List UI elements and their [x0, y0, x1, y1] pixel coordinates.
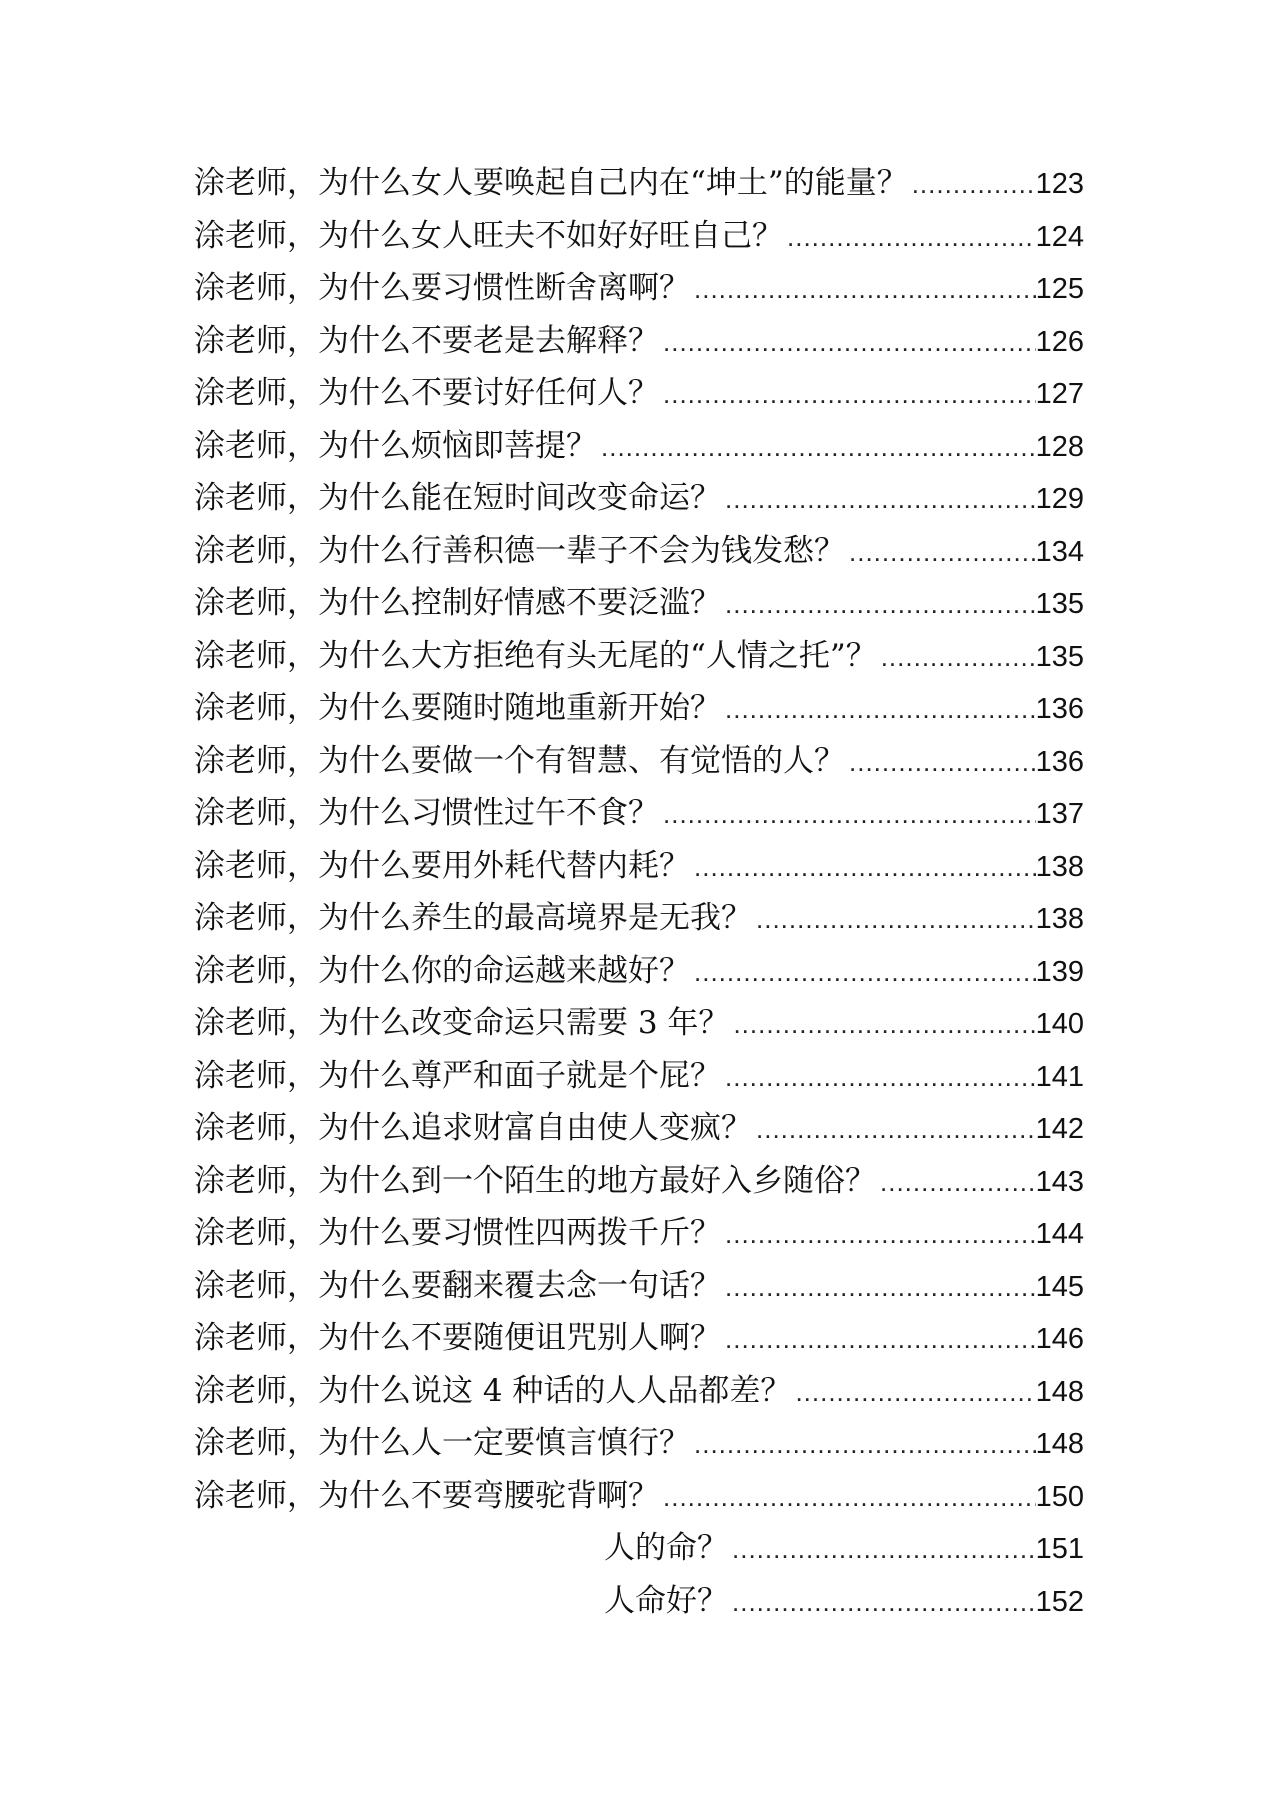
toc-entry[interactable] [194, 630, 1084, 683]
toc-entry-title: 涂老师，为什么习惯性过午不食？ [194, 795, 659, 831]
toc-entry-page-number: 127 [1035, 378, 1084, 410]
toc-entry[interactable] [194, 1102, 1084, 1155]
toc-entry-page-number: 136 [1035, 693, 1084, 725]
toc-dot-leader [659, 788, 1036, 841]
toc-dot-leader [659, 368, 1036, 421]
toc-entry-title: 涂老师，为什么行善积德一辈子不会为钱发愁？ [194, 532, 845, 569]
toc-entry[interactable] [194, 367, 1084, 420]
toc-entry[interactable] [194, 577, 1084, 630]
toc-dot-leader [690, 946, 1036, 999]
toc-dot-leader [721, 1313, 1036, 1366]
toc-entry[interactable] [194, 157, 1084, 210]
toc-entry-title: 人命好？ [604, 1582, 728, 1619]
toc-entry-page-number: 126 [1035, 325, 1084, 358]
toc-entry-page-number: 148 [1035, 1428, 1084, 1460]
toc-entry-page-number: 129 [1035, 483, 1084, 515]
toc-entry-title: 涂老师，为什么要习惯性断舍离啊？ [194, 270, 690, 306]
toc-entry[interactable] [194, 315, 1084, 368]
toc-entry-title: 涂老师，为什么要随时随地重新开始？ [194, 690, 721, 726]
toc-dot-leader [728, 1576, 1036, 1629]
toc-dot-leader [783, 211, 1036, 264]
toc-entry-page-number: 141 [1035, 1060, 1084, 1093]
toc-entry[interactable] [194, 1260, 1084, 1313]
toc-dot-leader [721, 1208, 1036, 1261]
toc-entry-title: 涂老师，为什么能在短时间改变命运？ [194, 480, 721, 516]
toc-entry[interactable] [194, 1050, 1084, 1103]
toc-entry-page-number: 140 [1035, 1008, 1084, 1040]
toc-entry-page-number: 146 [1035, 1323, 1084, 1355]
toc-entry[interactable] [194, 787, 1084, 840]
toc-entry[interactable] [194, 525, 1084, 578]
toc-entry-title: 涂老师，为什么你的命运越来越好？ [194, 952, 690, 989]
toc-entry-page-number: 135 [1035, 640, 1084, 673]
toc-entry-page-number: 151 [1035, 1533, 1084, 1565]
toc-entry-title: 人的命？ [604, 1530, 728, 1566]
toc-entry-title: 涂老师，为什么尊严和面子就是个屁？ [194, 1057, 721, 1094]
toc-dot-leader [659, 1471, 1036, 1524]
toc-entry-page-number: 150 [1035, 1480, 1084, 1513]
toc-entry[interactable] [194, 945, 1084, 998]
toc-entry-page-number: 138 [1035, 903, 1084, 935]
toc-dot-leader [690, 841, 1036, 894]
toc-entry-title: 涂老师，为什么大方拒绝有头无尾的“人情之托”？ [194, 637, 877, 674]
toc-entry-page-number: 144 [1035, 1218, 1084, 1250]
toc-entry[interactable] [194, 1207, 1084, 1260]
toc-entry-title: 涂老师，为什么不要讨好任何人？ [194, 375, 659, 411]
toc-entry-title: 涂老师，为什么控制好情感不要泛滥？ [194, 585, 721, 621]
toc-entry-title: 涂老师，为什么追求财富自由使人变疯？ [194, 1110, 752, 1146]
toc-entry-title: 涂老师，为什么要用外耗代替内耗？ [194, 847, 690, 884]
toc-entry-title: 涂老师，为什么要习惯性四两拨千斤？ [194, 1215, 721, 1251]
toc-dot-leader [721, 578, 1036, 631]
toc-entry[interactable] [194, 892, 1084, 945]
toc-entry-title: 涂老师，为什么烦恼即菩提？ [194, 427, 597, 464]
toc-entry-title: 涂老师，为什么到一个陌生的地方最好入乡随俗？ [194, 1162, 876, 1199]
toc-entry[interactable] [194, 1155, 1084, 1208]
toc-entry[interactable] [194, 472, 1084, 525]
toc-entry[interactable] [194, 1312, 1084, 1365]
toc-entry-page-number: 152 [1035, 1585, 1084, 1618]
toc-entry[interactable] [194, 1365, 1084, 1418]
toc-entry-title: 涂老师，为什么不要弯腰驼背啊？ [194, 1477, 659, 1514]
toc-dot-leader [690, 263, 1036, 316]
toc-dot-leader [791, 1366, 1035, 1419]
toc-entry-page-number: 139 [1035, 955, 1084, 988]
toc-entry[interactable] [194, 262, 1084, 315]
toc-entry-page-number: 125 [1035, 273, 1084, 305]
toc-dot-leader [908, 158, 1036, 211]
toc-dot-leader [659, 316, 1036, 369]
toc-entry-title: 涂老师，为什么要翻来覆去念一句话？ [194, 1267, 721, 1304]
toc-entry[interactable] [194, 682, 1084, 735]
toc-dot-leader [721, 1261, 1036, 1314]
toc-entry-title: 涂老师，为什么不要随便诅咒别人啊？ [194, 1320, 721, 1356]
toc-entry-page-number: 148 [1035, 1375, 1084, 1408]
toc-entry-page-number: 143 [1035, 1165, 1084, 1198]
toc-entry-title: 涂老师，为什么女人旺夫不如好好旺自己？ [194, 217, 783, 254]
toc-entry-page-number: 124 [1035, 220, 1084, 253]
toc-entry[interactable] [194, 1522, 1084, 1575]
toc-dot-leader [721, 1051, 1036, 1104]
toc-entry-page-number: 137 [1035, 798, 1084, 830]
toc-entry[interactable] [194, 1575, 1084, 1628]
toc-entry-title: 涂老师，为什么改变命运只需要 3 年？ [194, 1005, 730, 1041]
toc-dot-leader [752, 893, 1036, 946]
toc-dot-leader [877, 631, 1036, 684]
toc-entry-page-number: 134 [1035, 535, 1084, 568]
toc-entry[interactable] [194, 840, 1084, 893]
toc-dot-leader [729, 998, 1035, 1051]
toc-dot-leader [721, 683, 1036, 736]
toc-dot-leader [728, 1523, 1036, 1576]
toc-entry[interactable] [194, 735, 1084, 788]
toc-dot-leader [752, 1103, 1036, 1156]
toc-entry-title: 涂老师，为什么不要老是去解释？ [194, 322, 659, 359]
toc-dot-leader [597, 421, 1036, 474]
toc-entry-page-number: 135 [1035, 588, 1084, 620]
toc-entry[interactable] [194, 1470, 1084, 1523]
toc-entry-title: 涂老师，为什么要做一个有智慧、有觉悟的人？ [194, 742, 845, 779]
toc-entry-title: 涂老师，为什么女人要唤起自己内在“坤土”的能量？ [194, 165, 908, 201]
toc-dot-leader [845, 736, 1036, 789]
toc-entry-page-number: 138 [1035, 850, 1084, 883]
toc-entry-title: 涂老师，为什么人一定要慎言慎行？ [194, 1425, 690, 1461]
toc-dot-leader [721, 473, 1036, 526]
toc-entry[interactable] [194, 997, 1084, 1050]
table-of-contents [194, 157, 1084, 1627]
toc-dot-leader [690, 1418, 1036, 1471]
toc-dot-leader [876, 1156, 1036, 1209]
toc-entry-title: 涂老师，为什么说这 4 种话的人人品都差？ [194, 1372, 792, 1409]
toc-entry-page-number: 128 [1035, 430, 1084, 463]
toc-entry[interactable] [194, 1417, 1084, 1470]
toc-entry-page-number: 136 [1035, 745, 1084, 778]
toc-entry-title: 涂老师，为什么养生的最高境界是无我？ [194, 900, 752, 936]
toc-entry[interactable] [194, 210, 1084, 263]
toc-entry-page-number: 142 [1035, 1113, 1084, 1145]
toc-entry-page-number: 145 [1035, 1270, 1084, 1303]
toc-entry-page-number: 123 [1035, 168, 1084, 200]
toc-dot-leader [845, 526, 1036, 579]
toc-entry[interactable] [194, 420, 1084, 473]
